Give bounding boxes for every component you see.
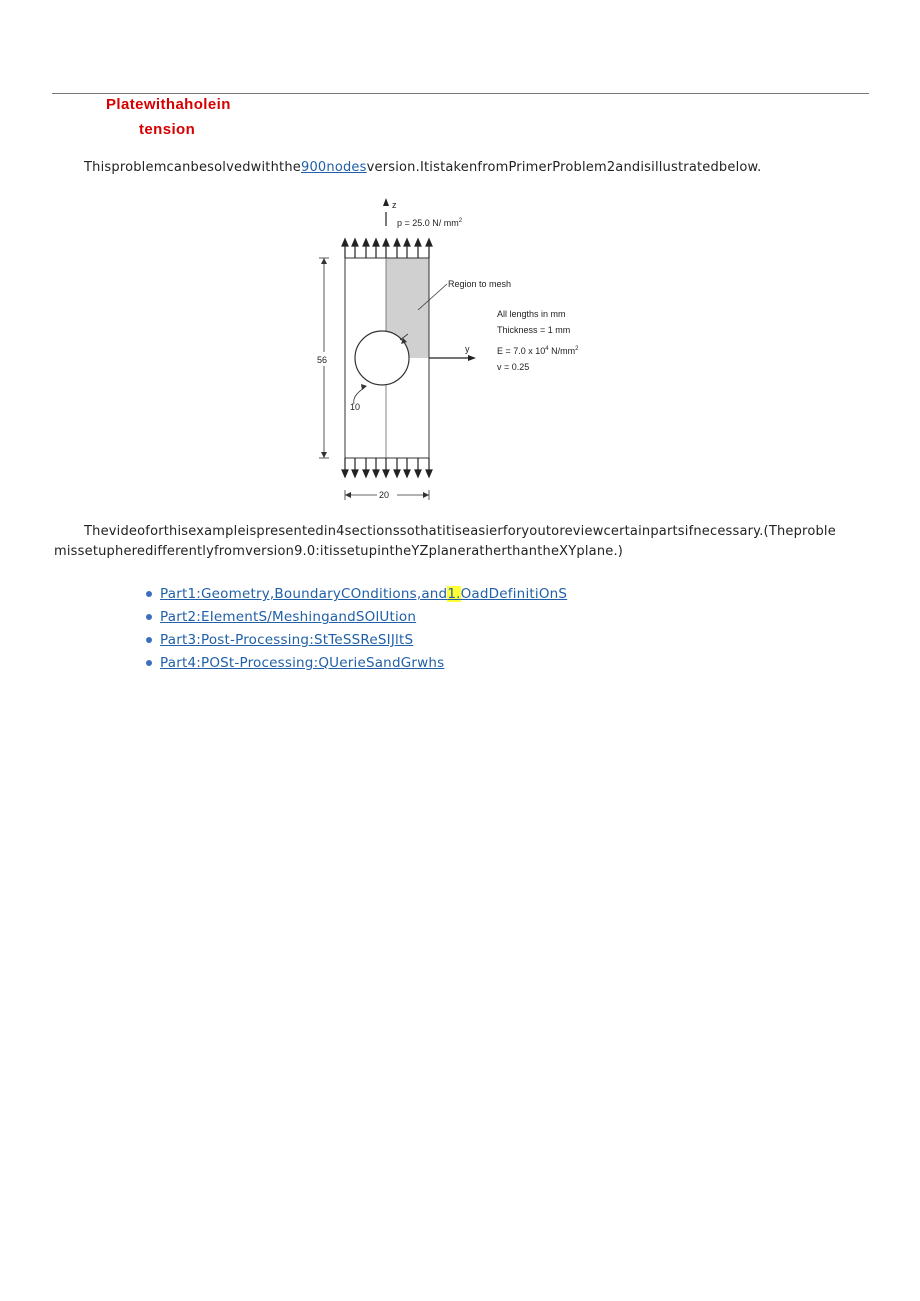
region-label: Region to mesh: [448, 279, 512, 289]
video-paragraph-line-2: missetupheredifferentlyfromversion9.0:itissetupintheYZplaneratherthantheXYplane.): [54, 544, 624, 559]
part-1-link[interactable]: [160, 586, 567, 602]
hole-dimension: 10: [350, 402, 361, 412]
height-dim-arrow-bottom: [321, 452, 327, 458]
load-text: p = 25.0 N/ mm: [397, 218, 459, 228]
list-item: [146, 629, 567, 652]
width-dim-arrow-right: [423, 492, 429, 498]
y-label: y: [465, 344, 470, 354]
bullet-icon: [146, 614, 152, 620]
z-label: z: [392, 200, 397, 210]
width-dimension: 20: [379, 490, 390, 500]
intro-text-before: Thisproblemcanbesolvedwiththe: [84, 160, 301, 175]
poisson-note: v = 0.25: [497, 362, 530, 372]
part-2-link[interactable]: Part2:EIementS/MeshingandSOlUtion: [160, 609, 417, 625]
thickness-note: Thickness = 1 mm: [497, 325, 571, 335]
plate-figure: [300, 192, 620, 512]
load-label: [397, 218, 463, 228]
bullet-icon: [146, 591, 152, 597]
page-title-line-2: tension: [139, 121, 196, 138]
height-dimension: 56: [317, 355, 328, 365]
top-rule: [52, 93, 869, 94]
width-dim-arrow-left: [345, 492, 351, 498]
intro-text-after: version.ItistakenfromPrimerProblem2andisillustratedbelow.: [366, 160, 762, 175]
units-note: All lengths in mm: [497, 309, 566, 319]
hole-leader-arrow-bottom: [361, 384, 367, 390]
video-paragraph: [54, 522, 872, 562]
modulus-note: [497, 346, 579, 356]
intro-paragraph: [84, 158, 762, 178]
modulus-text: E = 7.0 x 10: [497, 346, 546, 356]
z-arrow: [383, 198, 389, 206]
part-4-link[interactable]: Part4:POSt-Processing:QUerieSandGrwhs: [160, 655, 445, 671]
list-item: [146, 652, 567, 675]
height-dim-arrow-top: [321, 258, 327, 264]
list-item: [146, 606, 567, 629]
modulus-exp-1: 4: [545, 346, 549, 352]
page-title-line-1: Platewithaholein: [106, 96, 231, 113]
modulus-unit: N/mm: [548, 346, 576, 356]
part-1-label: Part1:Geometry,BoundaryCOnditions,and: [160, 586, 448, 602]
bottom-load-arrows: [342, 458, 432, 477]
list-item: [146, 583, 567, 606]
y-arrow: [468, 355, 476, 361]
video-paragraph-line-1: Thevideoforthisexampleispresentedin4sectionssothatitiseasierforyoutoreviewcertainpartsifnecessary.(Theproble: [84, 524, 836, 539]
bullet-icon: [146, 660, 152, 666]
part-1-highlight: 1.: [447, 586, 461, 602]
bullet-icon: [146, 637, 152, 643]
load-exp: 2: [458, 218, 463, 224]
part-3-link[interactable]: Part3:Post-Processing:StTeSSReSIJltS: [160, 632, 414, 648]
parts-list: [146, 583, 567, 675]
modulus-exp-2: 2: [575, 346, 579, 352]
900-nodes-link[interactable]: 900nodes: [300, 160, 367, 175]
top-load-arrows: [342, 239, 432, 258]
part-1-label-end: OadDefinitiOnS: [460, 586, 568, 602]
